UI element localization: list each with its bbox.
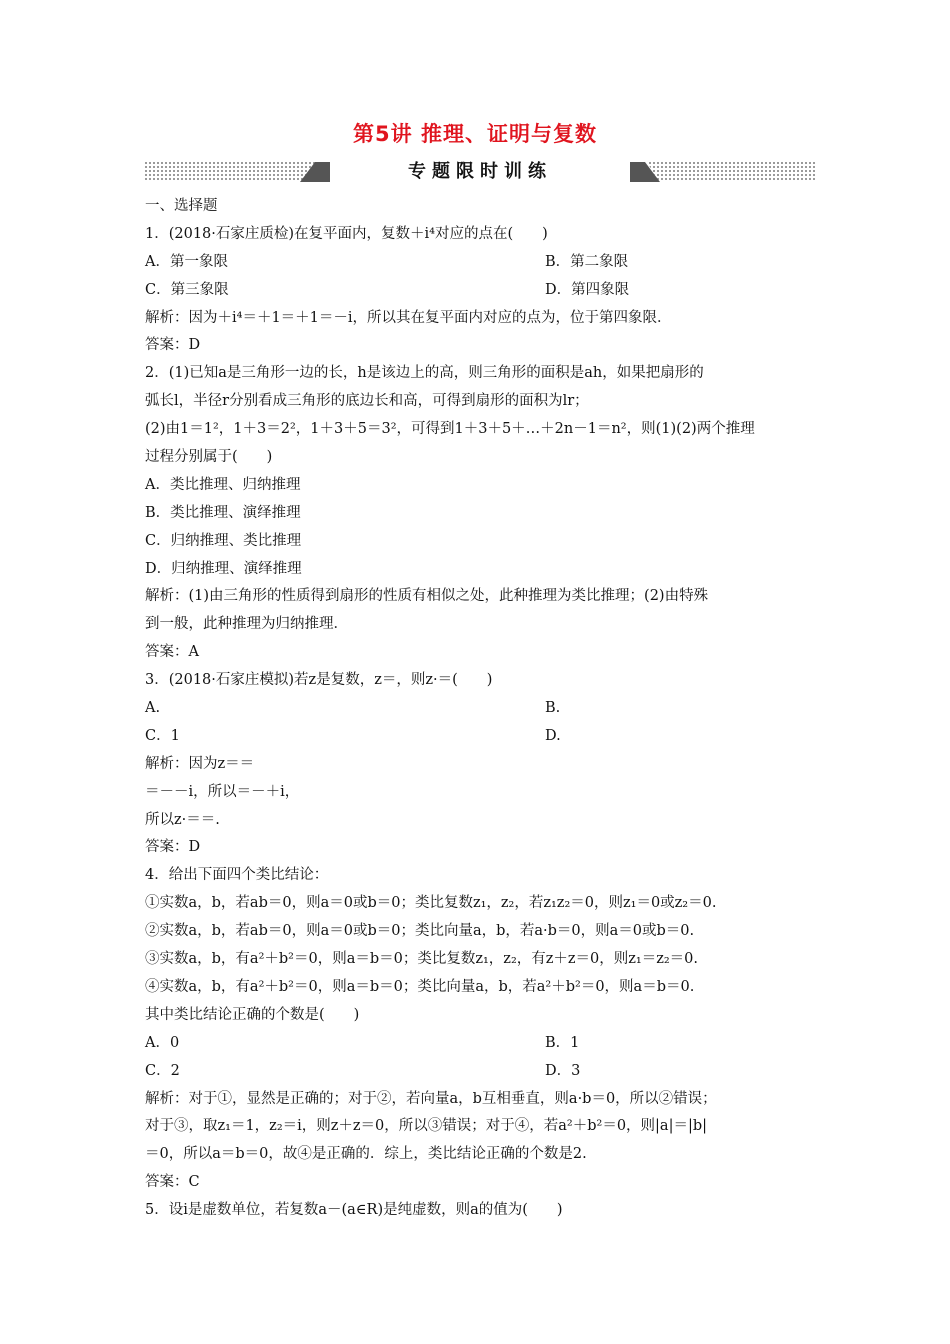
option-text: D．3 [545, 1062, 581, 1079]
option-text: A. [145, 700, 161, 717]
text-line: B．类比推理、演绎推理 [145, 504, 301, 521]
text-line: C．归纳推理、类比推理 [145, 532, 302, 549]
text-line: 其中类比结论正确的个数是( ) [145, 1006, 360, 1023]
option-text: B．1 [545, 1034, 580, 1051]
text-line: 1．(2018·石家庄质检)在复平面内，复数＋i⁴对应的点在( ) [145, 225, 548, 242]
text-line: 答案：D [145, 839, 201, 856]
text-line: ④实数a，b，有a²＋b²＝0，则a＝b＝0；类比向量a，b，若a²＋b²＝0，则a＝b＝0. [145, 978, 695, 995]
option-row [145, 723, 815, 751]
text-line: 弧长l，半径r分别看成三角形的底边长和高，可得到扇形的面积为lr； [145, 393, 589, 410]
text-line: 过程分别属于( ) [145, 449, 273, 466]
text-line: 答案：C [145, 1174, 200, 1191]
option-text: B．第二象限 [545, 253, 629, 270]
option-row [145, 1030, 815, 1058]
banner-title: 专题限时训练 [408, 161, 552, 182]
page-title: 第5讲 推理、证明与复数 [353, 122, 597, 146]
text-line: 到一般，此种推理为归纳推理． [145, 616, 348, 633]
option-text: B. [545, 700, 561, 717]
option-text: A．第一象限 [145, 253, 228, 270]
text-line: ①实数a，b，若ab＝0，则a＝0或b＝0；类比复数z₁，z₂，若z₁z₂＝0，则z₁＝0或z₂＝0. [145, 895, 717, 912]
section-banner [145, 158, 815, 186]
option-text: A．0 [145, 1034, 180, 1051]
exercise-content [145, 193, 815, 1225]
option-text: C．2 [145, 1062, 180, 1079]
text-line: 2．(1)已知a是三角形一边的长，h是该边上的高，则三角形的面积是ah，如果把扇形的 [145, 365, 704, 382]
text-line: ＝0，所以a＝b＝0，故④是正确的．综上，类比结论正确的个数是2. [145, 1146, 587, 1163]
text-line: 所以z·＝＝. [145, 811, 220, 828]
text-line: 3．(2018·石家庄模拟)若z是复数，z＝，则z·＝( ) [145, 672, 493, 689]
text-line: 解析：对于①，显然是正确的；对于②，若向量a，b互相垂直，则a·b＝0，所以②错误； [145, 1090, 717, 1107]
text-line: 一、选择题 [145, 198, 218, 214]
option-row [145, 249, 815, 277]
text-line: 答案：A [145, 644, 199, 661]
text-line: ＝－－i，所以＝－＋i， [145, 783, 300, 800]
option-text: C．1 [145, 727, 180, 744]
option-text: D. [545, 727, 561, 744]
text-line: 解析：因为＋i⁴＝＋1＝＋1＝－i，所以其在复平面内对应的点为，位于第四象限． [145, 309, 672, 326]
text-line: 解析：(1)由三角形的性质得到扇形的性质有相似之处，此种推理为类比推理；(2)由特殊 [145, 588, 709, 605]
option-row [145, 695, 815, 723]
option-row [145, 277, 815, 305]
option-text: C．第三象限 [145, 281, 229, 298]
text-line: 4．给出下面四个类比结论： [145, 867, 329, 884]
option-row [145, 1058, 815, 1086]
text-line: (2)由1＝1²，1＋3＝2²，1＋3＋5＝3²，可得到1＋3＋5＋…＋2n－1＝n²，则(1)(2)两个推理 [145, 421, 755, 438]
text-line: D．归纳推理、演绎推理 [145, 560, 302, 577]
text-line: A．类比推理、归纳推理 [145, 476, 301, 493]
text-line: 解析：因为z＝＝ [145, 755, 255, 772]
text-line: 5．设i是虚数单位，若复数a－(a∈R)是纯虚数，则a的值为( ) [145, 1202, 563, 1219]
text-line: 答案：D [145, 337, 201, 354]
text-line: ②实数a，b，若ab＝0，则a＝0或b＝0；类比向量a，b，若a·b＝0，则a＝0或b＝0. [145, 923, 695, 940]
text-line: 对于③，取z₁＝1，z₂＝i，则z＋z＝0，所以③错误；对于④，若a²＋b²＝0，则|a|＝|b| [145, 1118, 708, 1135]
text-line: ③实数a，b，有a²＋b²＝0，则a＝b＝0；类比复数z₁，z₂，有z＋z＝0，则z₁＝z₂＝0. [145, 951, 699, 968]
option-text: D．第四象限 [545, 281, 630, 298]
